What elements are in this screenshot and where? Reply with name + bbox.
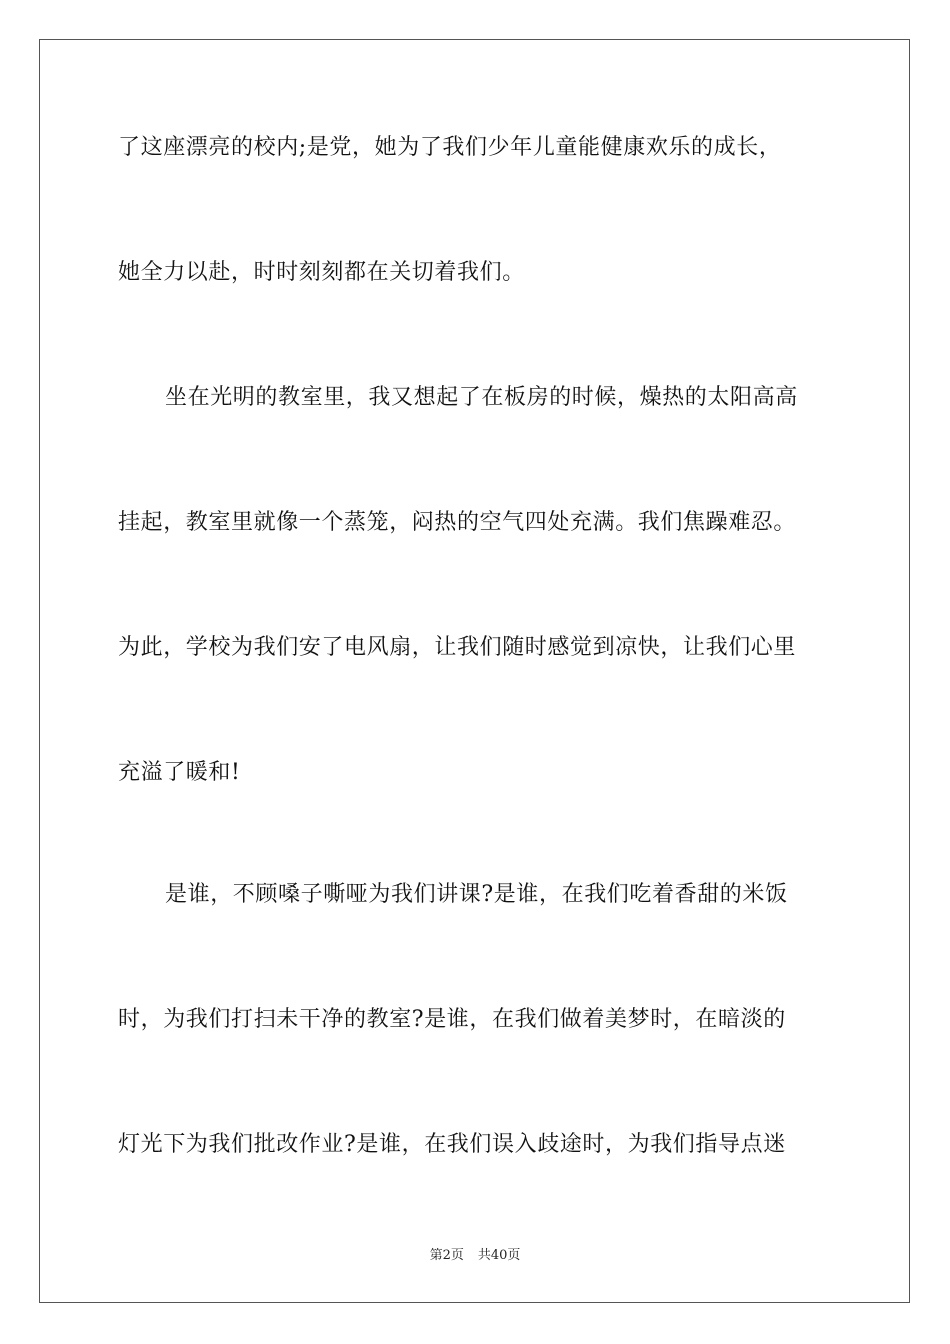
body-text-line-2: 她全力以赴，时时刻刻都在关切着我们。 bbox=[118, 260, 525, 285]
total-pages: 共40页 bbox=[477, 1248, 521, 1263]
body-text-line-5: 为此，学校为我们安了电风扇，让我们随时感觉到凉快，让我们心里 bbox=[118, 635, 797, 660]
body-text-line-8: 时，为我们打扫未干净的教室?是谁，在我们做着美梦时，在暗淡的 bbox=[118, 1007, 786, 1032]
body-text-line-1: 了这座漂亮的校内;是党，她为了我们少年儿童能健康欢乐的成长， bbox=[118, 135, 782, 160]
body-text-line-9: 灯光下为我们批改作业?是谁，在我们误入歧途时，为我们指导点迷 bbox=[118, 1132, 786, 1157]
page-number: 第2页 bbox=[429, 1248, 464, 1263]
page-footer bbox=[0, 1247, 950, 1265]
body-text-line-4: 挂起，教室里就像一个蒸笼，闷热的空气四处充满。我们焦躁难忍。 bbox=[118, 510, 797, 535]
body-text-line-7: 是谁，不顾嗓子嘶哑为我们讲课?是谁，在我们吃着香甜的米饭 bbox=[165, 882, 788, 907]
page-border bbox=[39, 39, 910, 1303]
body-text-line-3: 坐在光明的教室里，我又想起了在板房的时候，燥热的太阳高高 bbox=[165, 385, 798, 410]
body-text-line-6: 充溢了暖和! bbox=[118, 760, 241, 785]
